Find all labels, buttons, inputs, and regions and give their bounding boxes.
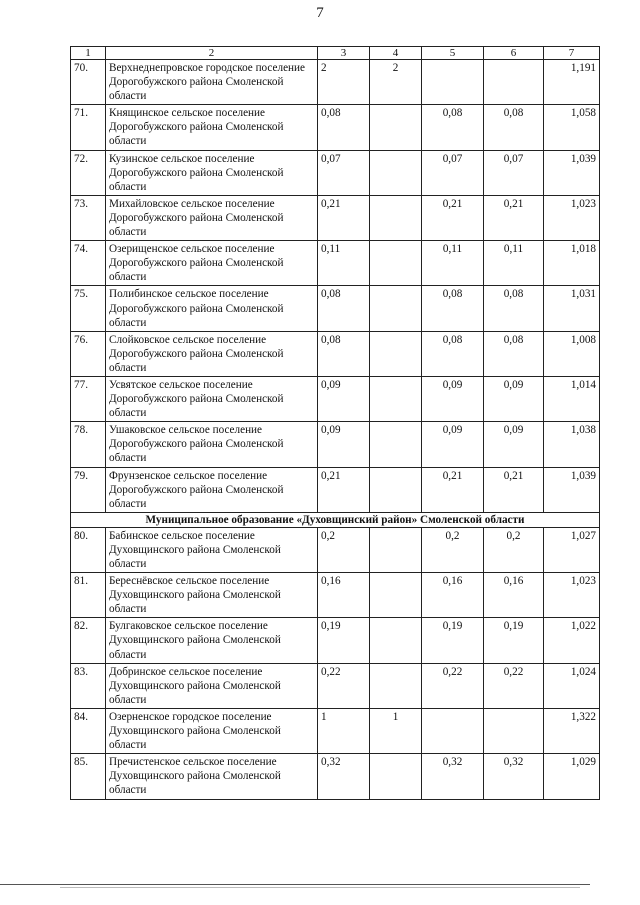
column-header: 7 xyxy=(544,47,600,60)
column-6-cell: 0,09 xyxy=(484,376,544,421)
column-5-cell: 0,09 xyxy=(422,376,484,421)
settlement-name-cell: Пречистенское сельское поселение Духовщинского района Смоленской области xyxy=(106,754,318,799)
column-6-cell: 0,22 xyxy=(484,663,544,708)
column-4-cell xyxy=(370,663,422,708)
coefficient-cell: 1,018 xyxy=(544,241,600,286)
column-5-cell: 0,21 xyxy=(422,195,484,240)
coefficient-cell: 1,058 xyxy=(544,105,600,150)
table-row xyxy=(71,331,600,376)
settlement-name-cell: Добринское сельское поселение Духовщинского района Смоленской области xyxy=(106,663,318,708)
row-number-cell: 77. xyxy=(71,376,106,421)
settlement-name-cell: Булгаковское сельское поселение Духовщинского района Смоленской области xyxy=(106,618,318,663)
column-5-cell: 0,08 xyxy=(422,105,484,150)
coefficient-cell: 1,023 xyxy=(544,573,600,618)
row-number-cell: 83. xyxy=(71,663,106,708)
column-4-cell xyxy=(370,467,422,512)
column-3-cell: 0,09 xyxy=(318,376,370,421)
column-4-cell xyxy=(370,105,422,150)
header-row xyxy=(71,47,600,60)
column-3-cell: 1 xyxy=(318,708,370,753)
column-5-cell: 0,08 xyxy=(422,331,484,376)
column-6-cell: 0,32 xyxy=(484,754,544,799)
page-number: 7 xyxy=(316,5,324,21)
column-4-cell xyxy=(370,573,422,618)
column-6-cell: 0,08 xyxy=(484,105,544,150)
column-3-cell: 0,07 xyxy=(318,150,370,195)
column-3-cell: 0,21 xyxy=(318,467,370,512)
column-6-cell: 0,08 xyxy=(484,286,544,331)
table-row xyxy=(71,618,600,663)
table-row xyxy=(71,376,600,421)
section-header-row xyxy=(71,512,600,527)
column-5-cell xyxy=(422,708,484,753)
table-row xyxy=(71,663,600,708)
row-number-cell: 78. xyxy=(71,422,106,467)
column-5-cell: 0,08 xyxy=(422,286,484,331)
table-row xyxy=(71,422,600,467)
footer-divider xyxy=(0,884,590,885)
column-6-cell: 0,07 xyxy=(484,150,544,195)
column-4-cell xyxy=(370,754,422,799)
settlement-name-cell: Бабинское сельское поселение Духовщинского района Смоленской области xyxy=(106,527,318,572)
settlement-name-cell: Верхнеднепровское городское поселение Дорогобужского района Смоленской области xyxy=(106,60,318,105)
settlement-name-cell: Михайловское сельское поселение Дорогобужского района Смоленской области xyxy=(106,195,318,240)
row-number-cell: 70. xyxy=(71,60,106,105)
data-table xyxy=(70,46,600,800)
column-3-cell: 0,19 xyxy=(318,618,370,663)
coefficient-cell: 1,008 xyxy=(544,331,600,376)
column-3-cell: 0,2 xyxy=(318,527,370,572)
column-5-cell: 0,2 xyxy=(422,527,484,572)
column-header: 2 xyxy=(106,47,318,60)
settlement-name-cell: Слойковское сельское поселение Дорогобужского района Смоленской области xyxy=(106,331,318,376)
coefficient-cell: 1,039 xyxy=(544,150,600,195)
column-5-cell: 0,16 xyxy=(422,573,484,618)
column-4-cell xyxy=(370,150,422,195)
coefficient-cell: 1,023 xyxy=(544,195,600,240)
coefficient-cell: 1,024 xyxy=(544,663,600,708)
column-5-cell: 0,22 xyxy=(422,663,484,708)
row-number-cell: 74. xyxy=(71,241,106,286)
column-4-cell xyxy=(370,241,422,286)
table-row xyxy=(71,105,600,150)
table-row xyxy=(71,467,600,512)
column-6-cell: 0,19 xyxy=(484,618,544,663)
coefficient-cell: 1,322 xyxy=(544,708,600,753)
table-row xyxy=(71,754,600,799)
column-6-cell xyxy=(484,708,544,753)
table-row xyxy=(71,241,600,286)
column-6-cell: 0,08 xyxy=(484,331,544,376)
coefficient-cell: 1,039 xyxy=(544,467,600,512)
column-3-cell: 0,21 xyxy=(318,195,370,240)
column-header: 4 xyxy=(370,47,422,60)
column-6-cell: 0,21 xyxy=(484,467,544,512)
column-3-cell: 0,11 xyxy=(318,241,370,286)
coefficient-cell: 1,022 xyxy=(544,618,600,663)
column-3-cell: 0,08 xyxy=(318,331,370,376)
row-number-cell: 76. xyxy=(71,331,106,376)
settlement-name-cell: Княщинское сельское поселение Дорогобужского района Смоленской области xyxy=(106,105,318,150)
settlement-name-cell: Озерненское городское поселение Духовщинского района Смоленской области xyxy=(106,708,318,753)
settlement-name-cell: Ушаковское сельское поселение Дорогобужского района Смоленской области xyxy=(106,422,318,467)
section-title: Муниципальное образование «Духовщинский район» Смоленской области xyxy=(71,512,600,527)
column-5-cell: 0,07 xyxy=(422,150,484,195)
coefficient-cell: 1,014 xyxy=(544,376,600,421)
column-header: 6 xyxy=(484,47,544,60)
coefficient-cell: 1,031 xyxy=(544,286,600,331)
column-6-cell: 0,16 xyxy=(484,573,544,618)
column-3-cell: 0,32 xyxy=(318,754,370,799)
column-6-cell: 0,21 xyxy=(484,195,544,240)
row-number-cell: 79. xyxy=(71,467,106,512)
column-3-cell: 0,08 xyxy=(318,105,370,150)
column-4-cell xyxy=(370,286,422,331)
column-3-cell: 0,16 xyxy=(318,573,370,618)
column-4-cell xyxy=(370,195,422,240)
row-number-cell: 81. xyxy=(71,573,106,618)
column-header: 5 xyxy=(422,47,484,60)
column-6-cell xyxy=(484,60,544,105)
settlement-name-cell: Кузинское сельское поселение Дорогобужского района Смоленской области xyxy=(106,150,318,195)
footer-divider xyxy=(60,887,580,888)
row-number-cell: 72. xyxy=(71,150,106,195)
row-number-cell: 80. xyxy=(71,527,106,572)
coefficient-cell: 1,029 xyxy=(544,754,600,799)
settlement-name-cell: Фрунзенское сельское поселение Дорогобужского района Смоленской области xyxy=(106,467,318,512)
table-row xyxy=(71,527,600,572)
table-row xyxy=(71,150,600,195)
table-row xyxy=(71,195,600,240)
row-number-cell: 73. xyxy=(71,195,106,240)
coefficient-cell: 1,027 xyxy=(544,527,600,572)
column-4-cell xyxy=(370,422,422,467)
table-row xyxy=(71,708,600,753)
column-6-cell: 0,09 xyxy=(484,422,544,467)
column-5-cell: 0,11 xyxy=(422,241,484,286)
row-number-cell: 75. xyxy=(71,286,106,331)
column-4-cell xyxy=(370,618,422,663)
column-3-cell: 0,09 xyxy=(318,422,370,467)
row-number-cell: 84. xyxy=(71,708,106,753)
column-4-cell xyxy=(370,376,422,421)
settlement-name-cell: Полибинское сельское поселение Дорогобужского района Смоленской области xyxy=(106,286,318,331)
column-5-cell: 0,19 xyxy=(422,618,484,663)
settlement-name-cell: Береснёвское сельское поселение Духовщинского района Смоленской области xyxy=(106,573,318,618)
settlement-name-cell: Озерищенское сельское поселение Дорогобужского района Смоленской области xyxy=(106,241,318,286)
column-3-cell: 0,22 xyxy=(318,663,370,708)
column-5-cell xyxy=(422,60,484,105)
column-3-cell: 0,08 xyxy=(318,286,370,331)
column-5-cell: 0,21 xyxy=(422,467,484,512)
coefficient-cell: 1,191 xyxy=(544,60,600,105)
column-header: 3 xyxy=(318,47,370,60)
column-6-cell: 0,11 xyxy=(484,241,544,286)
coefficient-cell: 1,038 xyxy=(544,422,600,467)
row-number-cell: 71. xyxy=(71,105,106,150)
table-row xyxy=(71,60,600,105)
column-header: 1 xyxy=(71,47,106,60)
column-4-cell xyxy=(370,527,422,572)
column-4-cell xyxy=(370,331,422,376)
column-6-cell: 0,2 xyxy=(484,527,544,572)
column-4-cell: 1 xyxy=(370,708,422,753)
settlement-name-cell: Усвятское сельское поселение Дорогобужского района Смоленской области xyxy=(106,376,318,421)
column-5-cell: 0,32 xyxy=(422,754,484,799)
column-3-cell: 2 xyxy=(318,60,370,105)
row-number-cell: 82. xyxy=(71,618,106,663)
column-4-cell: 2 xyxy=(370,60,422,105)
table-row xyxy=(71,573,600,618)
table-body xyxy=(71,60,600,800)
table-row xyxy=(71,286,600,331)
column-5-cell: 0,09 xyxy=(422,422,484,467)
row-number-cell: 85. xyxy=(71,754,106,799)
